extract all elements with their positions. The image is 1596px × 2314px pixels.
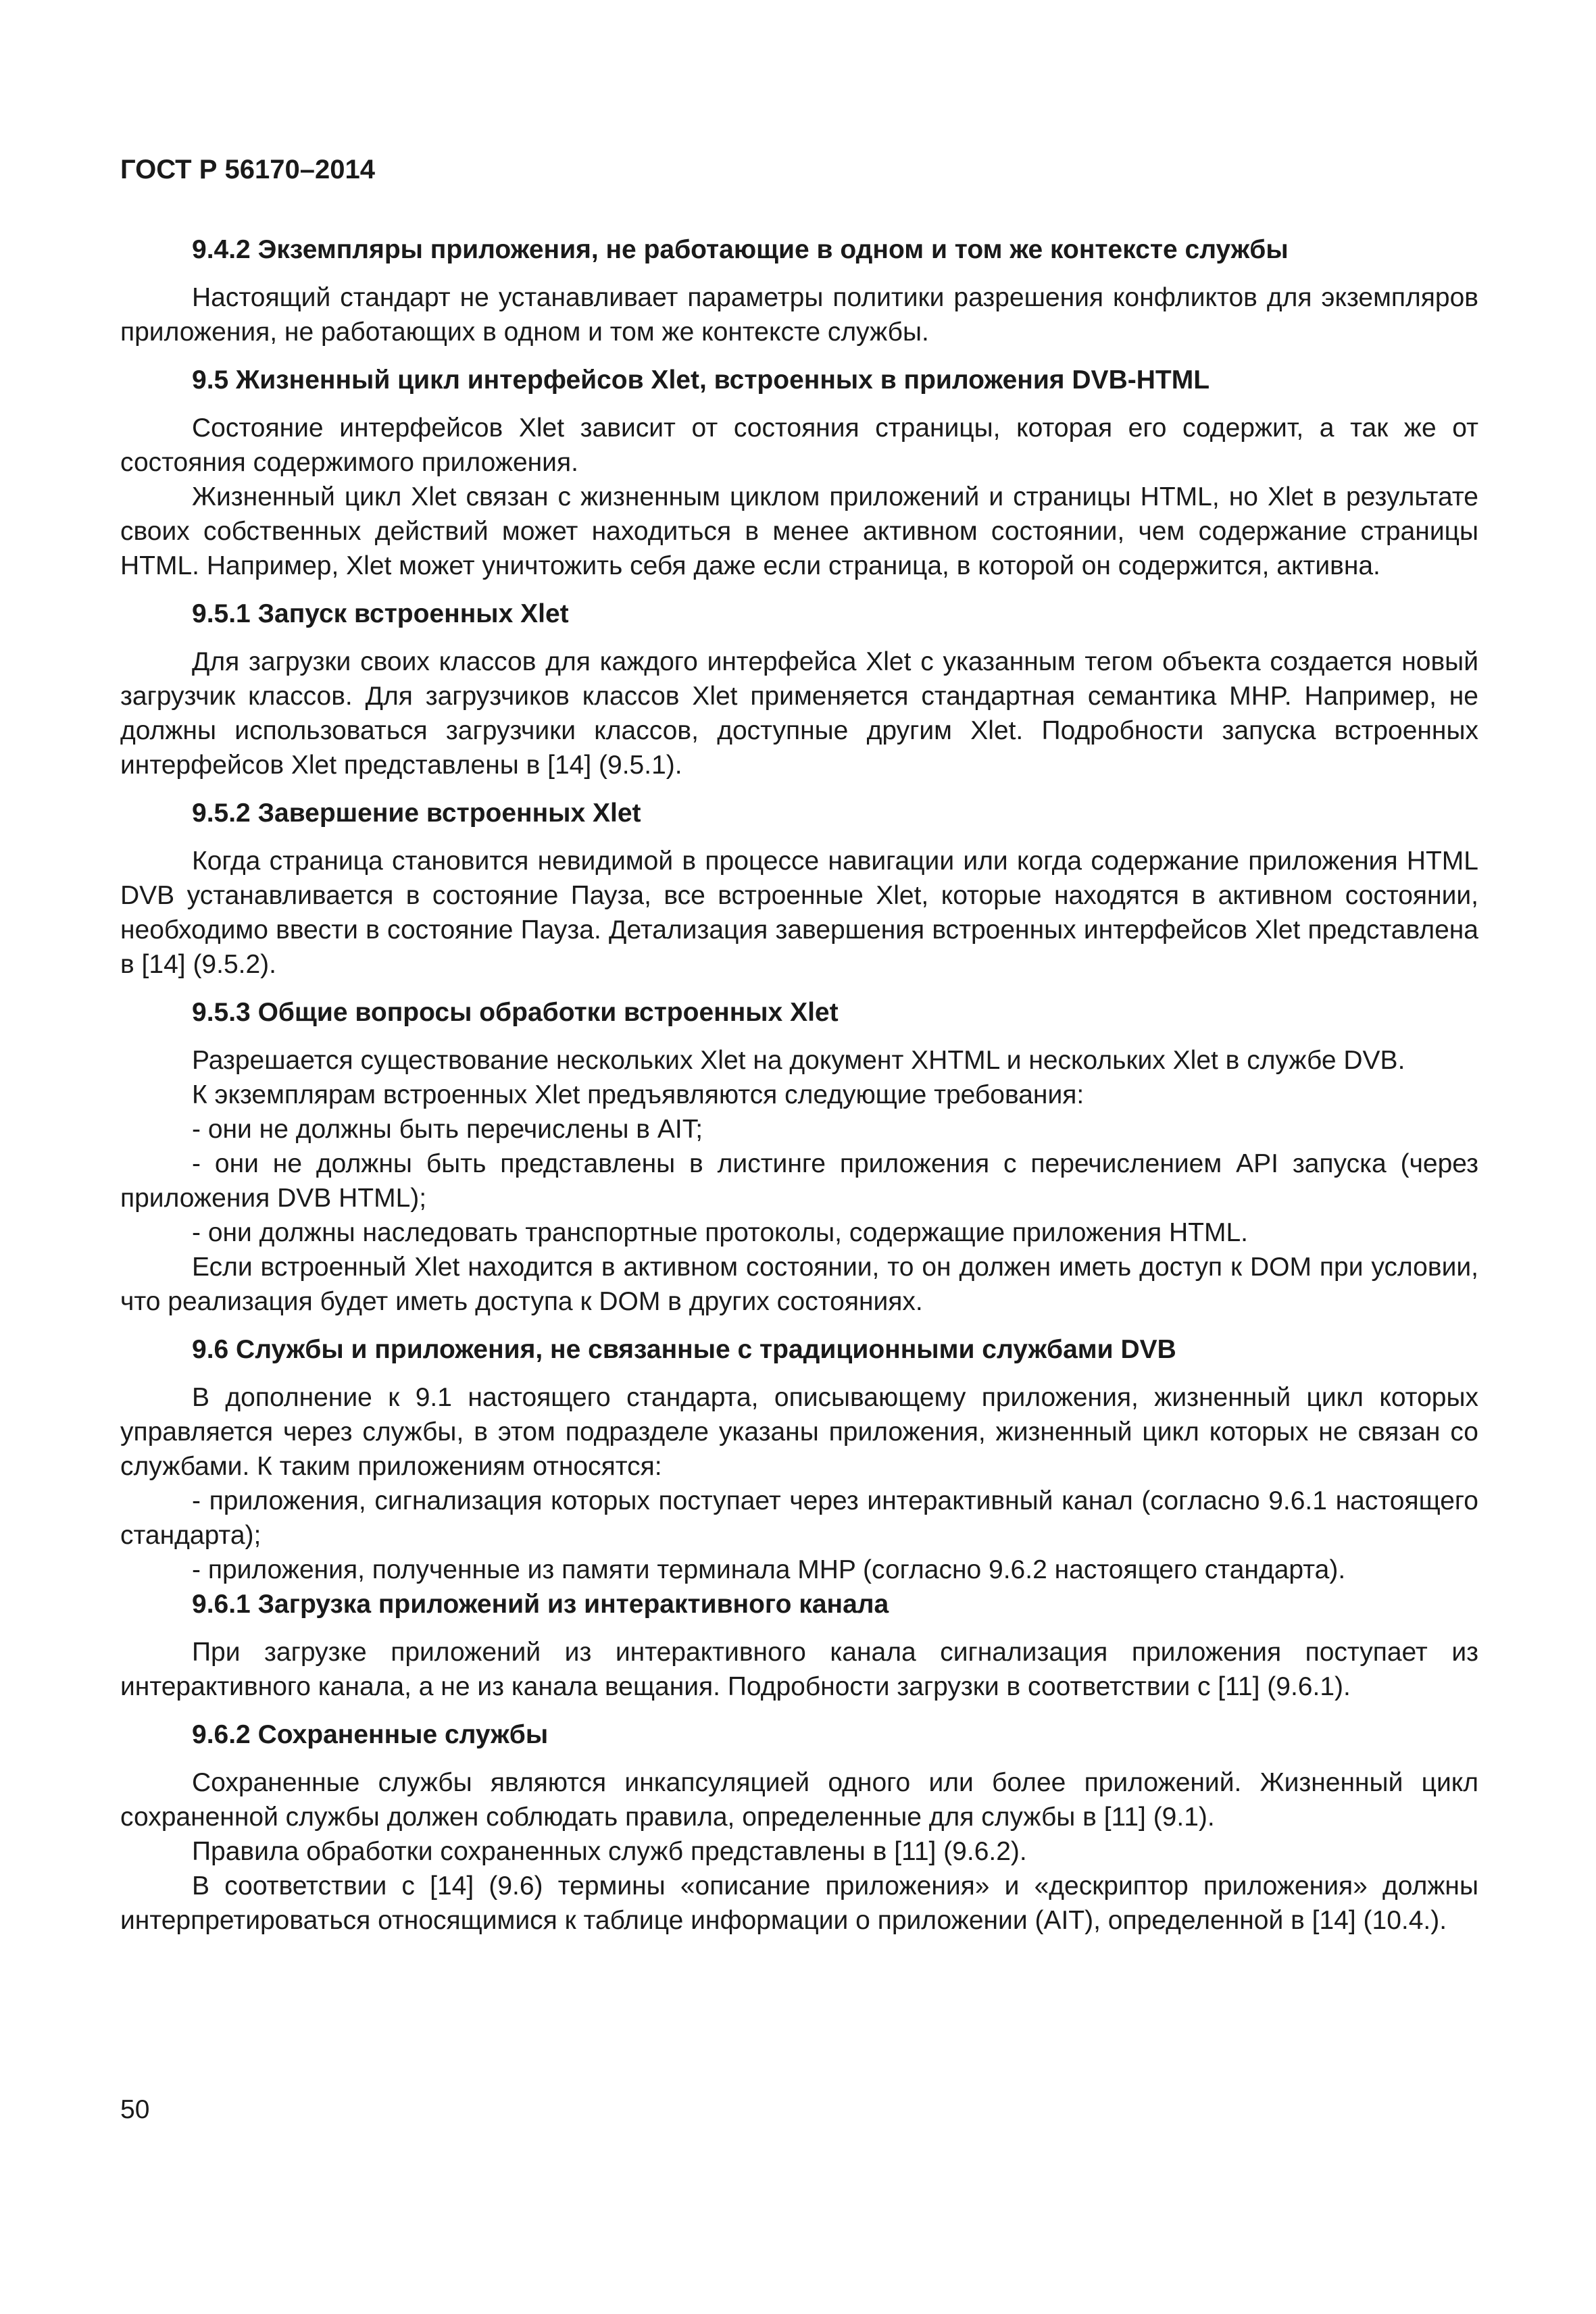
list-item: - они не должны быть представлены в листинге приложения с перечислением API запуска (через приложения DVB HTML); (120, 1149, 1478, 1213)
section-heading: 9.5.2 Завершение встроенных Xlet (192, 799, 641, 828)
paragraph: Если встроенный Xlet находится в активном состоянии, то он должен иметь доступ к DOM при условии, что реализация будет иметь доступа к DOM в других состояниях. (120, 1253, 1478, 1316)
section-heading: 9.6.2 Сохраненные службы (192, 1720, 549, 1749)
paragraph: В соответствии с [14] (9.6) термины «описание приложения» и «дескриптор приложения» должны интерпретироваться относящимися к таблице информации о приложении (AIT), определенной в [14] (10.4.). (120, 1871, 1478, 1935)
paragraph: К экземплярам встроенных Xlet предъявляются следующие требования: (192, 1080, 1084, 1109)
paragraph: Правила обработки сохраненных служб представлены в [11] (9.6.2). (192, 1837, 1027, 1866)
paragraph: В дополнение к 9.1 настоящего стандарта, описывающему приложения, жизненный цикл которых управляется через службы, в этом подразделе указаны приложения, жизненный цикл которых не связан со службами. К таким приложениям относятся: (120, 1383, 1478, 1481)
list-item: - приложения, полученные из памяти терминала MHP (согласно 9.6.2 настоящего стандарта). (192, 1555, 1346, 1584)
standard-designation: ГОСТ Р 56170–2014 (120, 155, 375, 184)
paragraph: Жизненный цикл Xlet связан с жизненным циклом приложений и страницы HTML, но Xlet в результате своих собственных действий может находиться в менее активном состоянии, чем содержание страницы HTML. Например, Xlet может уничтожить себя даже если страница, в которой он содержится, активна. (120, 482, 1478, 580)
list-item: - они не должны быть перечислены в AIT; (192, 1115, 703, 1144)
section-heading: 9.4.2 Экземпляры приложения, не работающие в одном и том же контексте службы (192, 235, 1289, 264)
paragraph: Разрешается существование нескольких Xlet на документ XHTML и нескольких Xlet в службе DVB. (192, 1046, 1405, 1075)
paragraph: Состояние интерфейсов Xlet зависит от состояния страницы, которая его содержит, а так же от состояния содержимого приложения. (120, 413, 1478, 477)
list-item: - они должны наследовать транспортные протоколы, содержащие приложения HTML. (192, 1218, 1249, 1247)
section-heading: 9.5 Жизненный цикл интерфейсов Xlet, встроенных в приложения DVB-HTML (192, 366, 1210, 395)
paragraph: Настоящий стандарт не устанавливает параметры политики разрешения конфликтов для экземпляров приложения, не работающих в одном и том же контексте службы. (120, 283, 1478, 347)
paragraph: Когда страница становится невидимой в процессе навигации или когда содержание приложения HTML DVB устанавливается в состояние Пауза, все встроенные Xlet, которые находятся в активном состоянии, необходимо ввести в состояние Пауза. Детализация завершения встроенных интерфейсов Xlet представлена в [14] (9.5.2). (120, 847, 1478, 979)
paragraph: При загрузке приложений из интерактивного канала сигнализация приложения поступает из интерактивного канала, а не из канала вещания. Подробности загрузки в соответствии с [11] (9.6.1). (120, 1638, 1478, 1701)
paragraph: Для загрузки своих классов для каждого интерфейса Xlet с указанным тегом объекта создается новый загрузчик классов. Для загрузчиков классов Xlet применяется стандартная семантика MHP. Например, не должны использоваться загрузчики классов, доступные другим Xlet. Подробности запуска встроенных интерфейсов Xlet представлены в [14] (9.5.1). (120, 647, 1478, 780)
paragraph: Сохраненные службы являются инкапсуляцией одного или более приложений. Жизненный цикл сохраненной службы должен соблюдать правила, определенные для службы в [11] (9.1). (120, 1768, 1478, 1832)
section-heading: 9.6 Службы и приложения, не связанные с традиционными службами DVB (192, 1335, 1176, 1364)
page-body (120, 232, 1478, 1938)
section-heading: 9.5.1 Запуск встроенных Xlet (192, 599, 569, 628)
list-item: - приложения, сигнализация которых поступает через интерактивный канал (согласно 9.6.1 настоящего стандарта); (120, 1486, 1478, 1550)
section-heading: 9.5.3 Общие вопросы обработки встроенных Xlet (192, 998, 839, 1027)
section-heading: 9.6.1 Загрузка приложений из интерактивного канала (192, 1590, 889, 1619)
page-number: 50 (120, 2095, 150, 2124)
